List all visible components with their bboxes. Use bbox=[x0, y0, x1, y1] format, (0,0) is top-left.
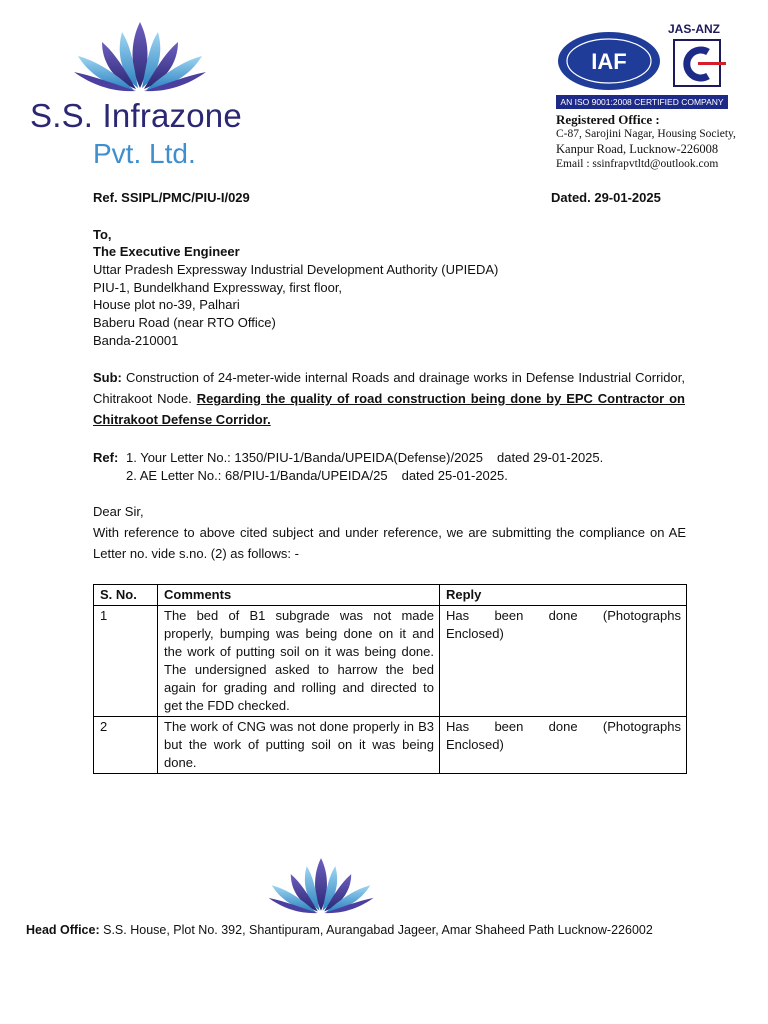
reference-number: Ref. SSIPL/PMC/PIU-I/029 bbox=[93, 190, 250, 205]
registered-office-line: C-87, Sarojini Nagar, Housing Society, bbox=[556, 128, 736, 140]
jas-anz-label: JAS-ANZ bbox=[668, 22, 721, 36]
compliance-table bbox=[93, 584, 687, 774]
iaf-text: IAF bbox=[591, 49, 627, 74]
cell-reply bbox=[440, 606, 687, 717]
head-office-address: S.S. House, Plot No. 392, Shantipuram, Aurangabad Jageer, Amar Shaheed Path Lucknow-226002 bbox=[103, 923, 653, 937]
references-label: Ref: bbox=[93, 450, 119, 465]
reference-item bbox=[126, 467, 508, 485]
head-office-label: Head Office: bbox=[26, 923, 100, 937]
column-header-reply: Reply bbox=[440, 585, 687, 606]
registered-office-title: Registered Office : bbox=[556, 112, 660, 127]
subject-paragraph bbox=[93, 367, 685, 430]
table-row bbox=[94, 717, 687, 774]
subject-emphasis: Regarding the quality of road construction being done by EPC Contractor on Chitrakoot Defense Corridor. bbox=[93, 391, 685, 427]
table-row bbox=[94, 606, 687, 717]
reference-text: 2. AE Letter No.: 68/PIU-1/Banda/UPEIDA/25 bbox=[126, 468, 388, 483]
recipient-title: The Executive Engineer bbox=[93, 244, 240, 259]
subject-label: Sub: bbox=[93, 370, 122, 385]
reference-item bbox=[126, 449, 603, 467]
jas-anz-seal-icon bbox=[670, 38, 728, 88]
to-label: To, bbox=[93, 227, 112, 242]
reference-text: 1. Your Letter No.: 1350/PIU-1/Banda/UPEIDA(Defense)/2025 bbox=[126, 450, 483, 465]
reply-rest: Enclosed) bbox=[446, 626, 504, 641]
table-header-row bbox=[94, 585, 687, 606]
cell-reply bbox=[440, 717, 687, 774]
reference-date: dated 25-01-2025. bbox=[401, 468, 508, 483]
company-name: S.S. Infrazone bbox=[30, 97, 242, 134]
registered-office-email: Email : ssinfrapvtltd@outlook.com bbox=[556, 158, 719, 170]
address-line: PIU-1, Bundelkhand Expressway, first floor, bbox=[93, 280, 343, 295]
company-logo-lotus-icon bbox=[70, 18, 210, 96]
iaf-seal-icon bbox=[556, 30, 662, 92]
cell-sno: 2 bbox=[94, 717, 158, 774]
reply-rest: Enclosed) bbox=[446, 737, 504, 752]
column-header-sno: S. No. bbox=[94, 585, 158, 606]
salutation: Dear Sir, bbox=[93, 504, 144, 519]
registered-office-line: Kanpur Road, Lucknow-226008 bbox=[556, 142, 719, 156]
reply-word: been bbox=[494, 608, 524, 623]
iso-certification-bar: AN ISO 9001:2008 CERTIFIED COMPANY bbox=[556, 95, 728, 109]
reference-date: dated 29-01-2025. bbox=[497, 450, 604, 465]
reply-word: been bbox=[494, 719, 524, 734]
reply-first-line bbox=[446, 607, 681, 625]
cell-comment: The work of CNG was not done properly in B3 but the work of putting soil on it was being done. bbox=[158, 717, 440, 774]
cell-comment: The bed of B1 subgrade was not made properly, bumping was being done on it and the work of putting soil on it was being done. The undersigned asked to harrow the bed again for grading and rolling and directed to get the FDD checked. bbox=[158, 606, 440, 717]
company-suffix: Pvt. Ltd. bbox=[93, 138, 196, 169]
reply-word: Has bbox=[446, 608, 470, 623]
address-line: Uttar Pradesh Expressway Industrial Development Authority (UPIEDA) bbox=[93, 262, 499, 277]
reply-word: Has bbox=[446, 719, 470, 734]
letter-date: Dated. 29-01-2025 bbox=[551, 190, 661, 205]
footer-lotus-icon bbox=[262, 855, 380, 917]
address-line: Banda-210001 bbox=[93, 333, 179, 348]
column-header-comments: Comments bbox=[158, 585, 440, 606]
head-office-footer bbox=[26, 923, 653, 937]
address-line: House plot no-39, Palhari bbox=[93, 297, 240, 312]
subject-text: Construction of 24-meter-wide internal Roads and drainage works in Defense Industrial Corridor, Chitrakoot Node. bbox=[93, 370, 685, 406]
reply-word: (Photographs bbox=[602, 608, 681, 623]
reply-word: (Photographs bbox=[602, 719, 681, 734]
address-line: Baberu Road (near RTO Office) bbox=[93, 315, 276, 330]
reply-first-line bbox=[446, 718, 681, 736]
reply-word: done bbox=[548, 608, 578, 623]
body-paragraph: With reference to above cited subject and under reference, we are submitting the compliance on AE Letter no. vide s.no. (2) as follows: - bbox=[93, 525, 686, 561]
cell-sno: 1 bbox=[94, 606, 158, 717]
reply-word: done bbox=[548, 719, 578, 734]
